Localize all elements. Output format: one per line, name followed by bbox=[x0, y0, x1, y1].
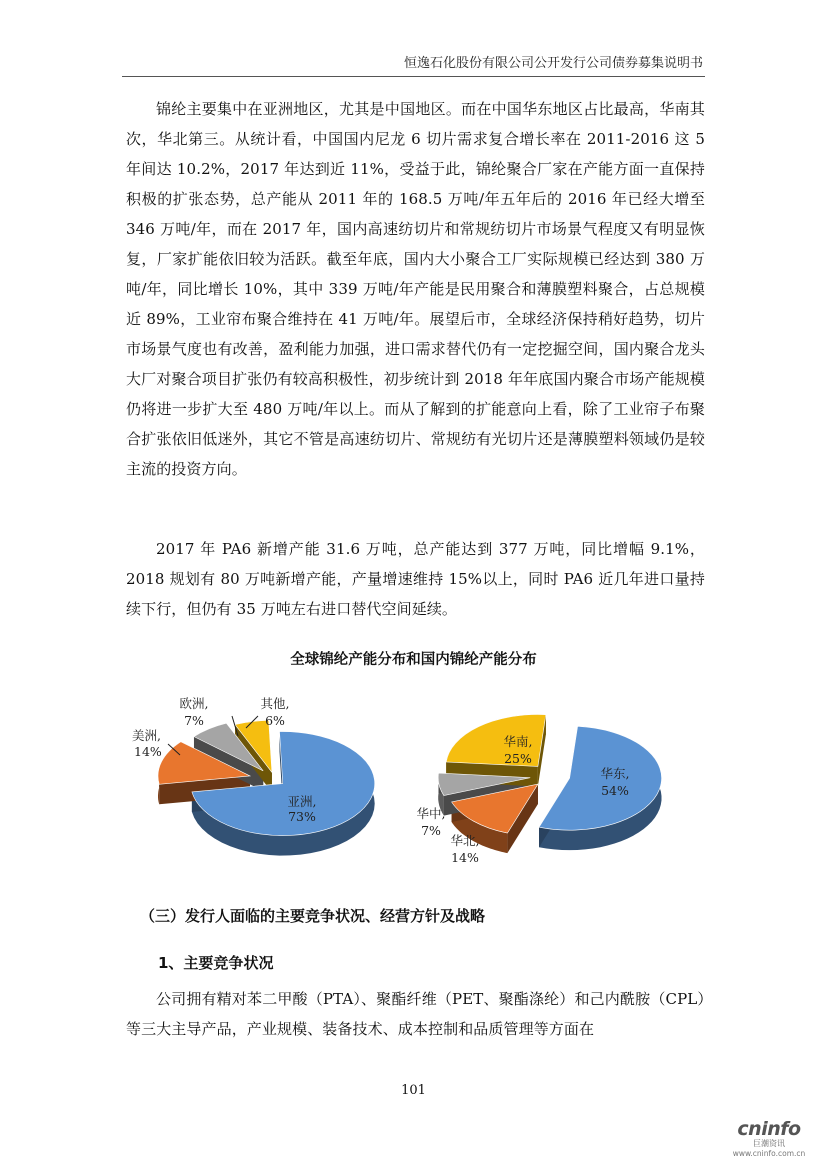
pct-east-china: 54% bbox=[601, 783, 629, 798]
pct-asia: 73% bbox=[288, 809, 316, 824]
pct-central-china: 7% bbox=[421, 823, 441, 838]
pct-europe: 7% bbox=[184, 713, 204, 728]
pct-north-china: 14% bbox=[451, 850, 479, 865]
label-americas: 美洲, bbox=[132, 728, 161, 743]
label-central-china: 华中, bbox=[416, 806, 446, 821]
label-europe: 欧洲, bbox=[179, 696, 209, 711]
section-heading: （三）发行人面临的主要竞争状况、经营方针及战略 bbox=[140, 907, 486, 925]
logo-brand: cninfo bbox=[737, 1118, 801, 1140]
pie-charts bbox=[120, 680, 680, 880]
label-other: 其他, bbox=[260, 696, 290, 711]
label-asia: 亚洲, bbox=[287, 794, 317, 809]
page-number: 101 bbox=[401, 1083, 426, 1098]
logo-cn-name: 巨潮资讯 bbox=[753, 1139, 785, 1148]
pct-americas: 14% bbox=[134, 744, 162, 759]
body-paragraph: 锦纶主要集中在亚洲地区，尤其是中国地区。而在中国华东地区占比最高，华南其次，华北第三。从统计看，中国国内尼龙 6 切片需求复合增长率在 2011-2016 这 5 年间达 10.2%，2017 年达到近 11%，受益于此，锦纶聚合厂家在产能方面一直保持积极的扩张态势，总产能从 2011 年的 168.5 万吨/年五年后的 2016 年已经大增至 346 万吨/年，而在 2017 年，国内高速纺切片和常规纺切片市场景气程度又有明显恢复，厂家扩能依旧较为活跃。截至年底，国内大小聚合工厂实际规模已经达到 380 万吨/年，同比增长 10%，其中 339 万吨/年产能是民用聚合和薄膜塑料聚合，占总规模近 89%，工业帘布聚合维持在 41 万吨/年。展望后市，全球经济保持稍好趋势，切片市场景气度也有改善，盈利能力加强，进口需求替代仍有一定挖掘空间，国内聚合龙头大厂对聚合项目扩张仍有较高积极性，初步统计到 2018 年年底国内聚合市场产能规模仍将进一步扩大至 480 万吨/年以上。而从了解到的扩能意向上看，除了工业帘子布聚合扩张依旧低迷外，其它不管是高速纺切片、常规纺有光切片还是薄膜塑料领域仍是较主流的投资方向。 bbox=[126, 100, 705, 478]
label-east-china: 华东, bbox=[600, 766, 630, 781]
chart-title: 全球锦纶产能分布和国内锦纶产能分布 bbox=[290, 652, 537, 668]
document-header: 恒逸石化股份有限公司公开发行公司债券募集说明书 bbox=[403, 56, 703, 71]
cninfo-logo bbox=[729, 1118, 809, 1158]
sub-heading: 1、主要竞争状况 bbox=[158, 954, 274, 972]
header-divider bbox=[122, 76, 705, 77]
body-paragraph: 公司拥有精对苯二甲酸（PTA）、聚酯纤维（PET、聚酯涤纶）和己内酰胺（CPL）等三大主导产品，产业规模、装备技术、成本控制和品质管理等方面在 bbox=[126, 990, 705, 1038]
global-nylon-pie-chart bbox=[158, 720, 375, 855]
logo-url: www.cninfo.com.cn bbox=[732, 1149, 806, 1158]
pct-south-china: 25% bbox=[504, 751, 532, 766]
body-paragraph: 2017 年 PA6 新增产能 31.6 万吨，总产能达到 377 万吨，同比增幅 9.1%，2018 规划有 80 万吨新增产能，产量增速维持 15%以上，同时 PA6 近几年进口量持续下行，但仍有 35 万吨左右进口替代空间延续。 bbox=[126, 540, 705, 618]
pct-other: 6% bbox=[265, 713, 285, 728]
label-north-china: 华北, bbox=[450, 833, 480, 848]
label-south-china: 华南, bbox=[503, 734, 533, 749]
